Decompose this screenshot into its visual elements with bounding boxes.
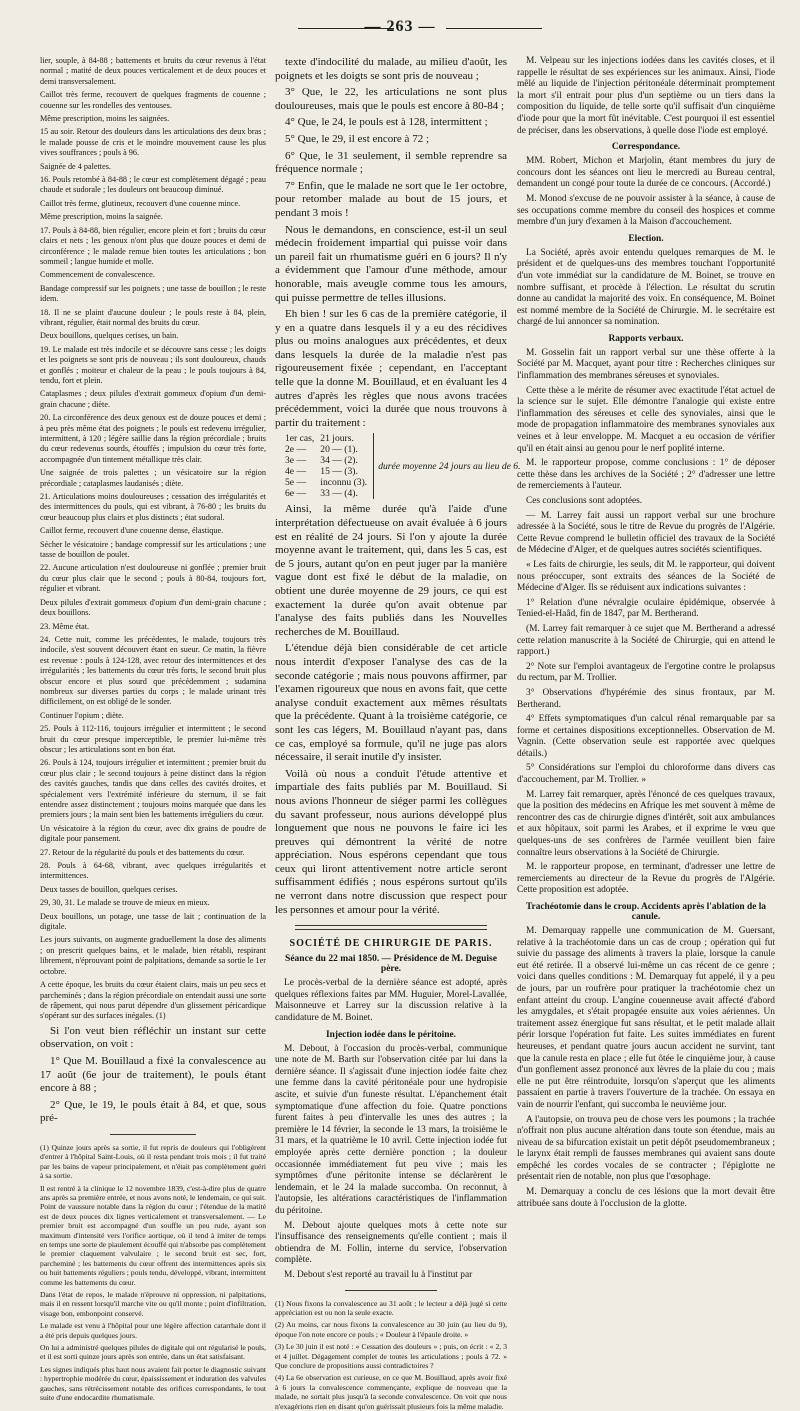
case-duration: 20 — (1). <box>320 444 358 456</box>
paragraph: M. Monod s'excuse de ne pouvoir assister à la séance, à cause de ses occupations comme membre du conseil des hospices et comme membre d'un jury d'examen à la Maison d'accouchement. <box>517 193 775 228</box>
paragraph: M. Debout s'est reporté au travail lu à l'institut par <box>284 1269 473 1280</box>
paragraph: 7° Enfin, que le malade ne sort que le 1er octobre, pour retomber malade au bout de 15 jours, et pendant 3 mois ! <box>275 179 507 219</box>
case-label: 4e — <box>285 466 307 478</box>
table-row <box>285 433 526 444</box>
case-label: 6e — <box>285 488 307 500</box>
paragraph: 17. Pouls à 84-88, bien régulier, encore plein et fort ; bruits du cœur clairs et nets ; les genoux n'ont plus que douze pouces et demi de circonférence ; le malade remue bien toutes les articulations ; bon sommeil ; langue humide et molle. <box>40 225 266 266</box>
paragraph: 2° Que, le 19, le pouls était à 84, et que, sous pré- <box>40 1098 266 1125</box>
analysis-continued <box>275 56 507 430</box>
paragraph: — M. Larrey fait aussi un rapport verbal sur une brochure adressée à la Société, sous le titre de Revue du progrès de l'Algérie. Cette Revue comprend le bulletin officiel des travaux de la Société de Médecine d'Alger, et de quelques autres sociétés scientifiques. <box>517 510 775 556</box>
page-number: — 263 — <box>364 18 436 35</box>
paragraph: (M. Larrey fait remarquer à ce sujet que M. Bertherand a adressé cette relation manuscrite à la Société de Chirurgie, qui en attend le rapport.) <box>517 623 775 658</box>
footnote-rule <box>110 1134 196 1135</box>
paragraph: Deux bouillons, quelques cerises, un bain. <box>40 331 179 341</box>
analysis-conclusion <box>275 503 507 917</box>
paragraph: 27. Retour de la régularité du pouls et des battements du cœur. <box>40 847 245 857</box>
paragraph: texte d'indocilité du malade, au milieu d'août, les poignets et les doigts se sont pris de nouveau ; <box>275 56 507 82</box>
footnotes <box>275 1299 507 1411</box>
page-header <box>40 14 760 44</box>
case-duration: 15 — (3). <box>320 466 358 478</box>
paragraph: 21. Articulations moins douloureuses ; cessation des irrégularités et des intermittences du pouls, qui est vibrant, à 76-80 ; les bruits du cœur beaucoup plus clairs et plus distincts ; état sudoral. <box>40 492 266 522</box>
column-middle <box>275 56 521 1411</box>
election-text <box>517 248 775 329</box>
paragraph: Cette thèse a le mérite de résumer avec exactitude l'état actuel de la science sur le sujet. Elle démontre l'analogie qui existe entre l'inflammation des séreuses et celle des synoviales, ainsi que le mode de propagation inflammatoire des membranes synoviales aux veines et à leur enveloppe. M. Macquet a eu occasion de vérifier qu'il en était ainsi au genou pour le nerf poplité interne. <box>517 385 775 454</box>
paragraph: 28. Pouls à 64-68, vibrant, avec quelques irrégularités et intermittences. <box>40 861 266 881</box>
paragraph: L'étendue déjà bien considérable de cet article nous interdit d'exposer l'analyse des cas de la seconde catégorie ; mais nous pouvons affirmer, par l'examen rigoureux que nous en avons fait, que cette analyse conduit exactement aux mêmes résultats que la précédente. Quant à la troisième catégorie, ce sont les cas légers, M. Bouillaud n'ayant pas, dans ce cas, employé sa formule, qu'il ne juge pas alors nécessaire, il serait inutile d'y insister. <box>275 642 507 764</box>
paragraph: La Société, après avoir entendu quelques remarques de M. le président et de quelques-uns des membres touchant l'opportunité d'un vote immédiat sur la candidature de M. Boinet, se trouve en nombre suffisant, et procède à l'élection. Le résultat du scrutin donne au candidat la majorité des voix. En conséquence, M. Boinet est nommé membre de la Société de Chirurgie. M. le secrétaire est chargé de lui annoncer sa nomination. <box>517 247 775 328</box>
footnote: (2) Au moins, car nous fixons la convalescence au 30 juin (au lieu du 9), époque l'on note encore ce pouls ; « Douleur à l'épaule droite. » <box>275 1320 507 1339</box>
case-label: 2e — <box>285 444 307 456</box>
paragraph: Nous le demandons, en conscience, est-il un seul médecin froidement impartial qui puisse voir dans un pareil fait un rhumatisme guéri en 6 jours? Il n'y a évidemment que l'amour d'une méthode, amour honorable, mais aveugle comme tous les amours, qui puisse permettre de telles illusions. <box>275 223 507 304</box>
average-duration: durée moyenne 24 jours au lieu de 6. <box>374 433 527 499</box>
paragraph: MM. Robert, Michon et Marjolin, étant membres du jury de concours dont les séances ont lieu le mercredi au Bureau central, demandent un congé pour toute la durée de ce concours. (Accordé.) <box>517 156 775 190</box>
paragraph: 18. Il ne se plaint d'aucune douleur ; le pouls reste à 84, plein, vibrant, régulier, était normal des bruits du cœur. <box>40 307 266 327</box>
section-title-injection: Injection iodée dans le péritoine. <box>326 1029 456 1040</box>
paragraph: M. le rapporteur propose, en terminant, d'adresser une lettre de remerciements au directeur de la Revue du progrès de l'Algérie. Cette proposition est adoptée. <box>517 862 775 896</box>
paragraph: Continuer l'opium ; diète. <box>40 710 124 720</box>
paragraph: 15 au soir. Retour des douleurs dans les articulations des deux bras ; le malade pousse de cris et le moindre mouvement cause les plus vives souffrances ; pouls à 96. <box>40 127 266 158</box>
paragraph: Une saignée de trois palettes ; un vésicatoire sur la région précordiale ; cataplasmes laudanisés ; diète. <box>40 468 266 488</box>
footnote: Le malade est venu à l'hôpital pour une légère affection catarrhale dont il a été pris depuis quelques jours. <box>40 1321 266 1340</box>
paragraph: Ainsi, la même durée qu'à l'aide d'une interprétation défectueuse on avait évaluée à 6 jours est en réalité de 24 jours. Si l'on y ajoute la durée moyenne avant le traitement, qui, dans les 5 cas, est de 5 jours, autant qu'on en peut juger par la manière vague dont est fixé le début de la maladie, on obtient une durée moyenne de 29 jours, ce qui est exactement la durée qu'on avait obtenue par l'analyse des faits publiés dans les Nouvelles recherches de M. Bouillaud. <box>275 503 507 638</box>
session-intro: Le procès-verbal de la dernière séance est adopté, après quelques réflexions faites par MM. Huguier, Morel-Lavallée, Maisonneuve et Larrey sur la discussion relative à la candidature de M. Boinet. <box>275 978 507 1024</box>
paragraph: Caillot très ferme, glutineux, recouvert d'une couenne mince. <box>40 198 241 208</box>
paragraph: M. le rapporteur propose, comme conclusions : 1° de déposer cette thèse dans les archives de la Société ; 2° d'adresser une lettre de remerciements à l'auteur. <box>517 458 775 492</box>
paragraph: 25. Pouls à 112-116, toujours irrégulier et intermittent ; le second bruit du cœur presque imperceptible, le premier lui-même très obscur ; les articulations sont en bon état. <box>40 724 266 754</box>
case-duration: 33 — (4). <box>320 488 358 500</box>
footnote: On lui a administré quelques pilules de digitale qui ont régularisé le pouls, et il est sorti quinze jours après son entrée, dans un état satisfaisant. <box>40 1343 266 1362</box>
paragraph: 5° Que, le 29, il est encore à 72 ; <box>285 132 429 145</box>
footnote-rule <box>345 1290 437 1291</box>
footnote: (1) Quinze jours après sa sortie, il fut repris de douleurs qui l'obligèrent d'entrer à l'hôpital Saint-Louis, où il resta pendant trois mois ; il fut traité par les bains de vapeur principalement, et n'était pas complètement guéri à sa sortie. <box>40 1142 266 1181</box>
correspondance-text <box>517 156 775 229</box>
paragraph: 4° Que, le 24, le pouls est à 128, intermittent ; <box>285 116 488 129</box>
section-divider <box>295 925 487 930</box>
paragraph: 6° Que, le 31 seulement, il semble reprendre sa fréquence normale ; <box>275 149 507 176</box>
footnote: (1) Nous fixons la convalescence au 31 août ; le lecteur a déjà jugé si cette appréciation est ou non la seule exacte. <box>275 1298 507 1317</box>
footnote: (4) La 6e observation est curieuse, en ce que M. Bouillaud, après avoir fixé à 6 jours la convalescence commençante, explique de nouveau que la malade, ne sortait plus jusqu'à la seconde convalescence. On voit que nous n'exagérions rien en disant qu'on guérissait plusieurs fois la même maladie. <box>275 1373 507 1411</box>
paragraph: 16. Pouls retombé à 84-88 ; le cœur est complètement dégagé ; peau chaude et sudorale ; les douleurs ont beaucoup diminué. <box>40 175 266 195</box>
session-line: Séance du 22 mai 1850. — Présidence de M. Deguise père. <box>285 954 497 975</box>
velpeau-text <box>517 56 775 137</box>
paragraph: Même prescription, moins la saignée. <box>40 212 163 222</box>
section-title-correspondance: Correspondance. <box>611 142 681 153</box>
column-right <box>517 56 775 1209</box>
footnote: Il est rentré à la clinique le 12 novembre 1839, c'est-à-dire plus de quatre ans après sa première entrée, et nous avons noté, le lendemain, ce qui suit. Point de vaussure notable dans la région du cœur ; l'étendue de la matité est de deux pouces dix lignes verticalement et transversalement. — Le premier bruit est accompagné d'un souffle un peu rude, ayant son maximum d'intensité vers l'orifice aortique, où il tend à imiter de temps en temps une sorte de piaulement écouffé qui n'absorbe pas complètement le premier claquement valvulaire ; le second bruit est sec, fort, parcheminé ; les battements du cœur offrent des intermittences après six ou huit battements réguliers ; pouls tendu, développé, vibrant, intermittent comme les battements du cœur. <box>40 1183 266 1287</box>
case-duration: 21 jours. <box>320 433 354 445</box>
case-duration: 34 — (2). <box>320 455 358 467</box>
paragraph: Cataplasmes ; deux pilules d'extrait gommeux d'opium d'un demi-grain chacune ; diète. <box>40 389 266 409</box>
case-duration: inconnu (3). <box>320 477 368 489</box>
rapports-text <box>517 348 775 897</box>
paragraph: M. Demarquay rappelle une communication de M. Guersant, relative à la trachéotomie dans un cas de croup ; opération qui fut suivie du passage des aliments à travers la plaie, lorsque la canule eut été retirée. Il a observé lui-même un cas récent de ce genre ; voici dans quelles conditions : M. Demarquay fut appelé, il y a peu de jours, par un roufrère pour pratiquer la trachéotomie chez un enfant atteint du croup. L'angine couenneuse avait affecté d'abord les amygdales, et s'était propagée ensuite aux voies aériennes. Un traitement assez énergique fut sans résultat, et le petit malade allait périr lorsque l'opération fut faite. Les suites immédiates en furent heureuses, et pendant quatre jours aucun accident ne survint, tant que la canule resta en place ; elle fut ôtée le cinquième jour, à cause d'un gonflement assez prononcé aux lèvres de la plaie du cou ; mais elle ne put être réintroduite, lorsqu'on s'aperçut que les aliments passaient en partie à travers l'ouverture de la trachée. On essaya en vain de nourrir l'enfant, qui succomba le neuvième jour. <box>517 926 775 1110</box>
header-rule-right <box>446 28 542 29</box>
observation-text <box>40 56 266 1022</box>
footnote: Les signes indiqués plus haut nous avaient fait porter le diagnostic suivant : hypertrophie modérée du cœur, épaississement et induration des valvules gauches, sans rétrécissement notable des orifices correspondants, le tout suite d'une endocardite rhumatismale. <box>40 1364 266 1403</box>
paragraph: Même prescription, moins les saignées. <box>40 114 170 124</box>
footnote: (3) Le 30 juin il est noté : « Cessation des douleurs » ; puis, on écrit : « 2, 3 et 4 juillet. Dégagement complet de toutes les articulations ; pouls à 72. » Que conclure de propositions aussi contradictoires ? <box>275 1342 507 1370</box>
paragraph: 5° Considérations sur l'emploi du chloroforme dans divers cas d'accouchement, par M. Trollier. » <box>517 763 775 786</box>
case-label: 5e — <box>285 477 307 489</box>
section-title-election: Election. <box>628 233 664 244</box>
paragraph: 23. Même état. <box>40 621 90 631</box>
paragraph: M. Gosselin fait un rapport verbal sur une thèse offerte à la Société par M. Macquet, ayant pour titre : Recherches cliniques sur l'inflammation des membranes séreuses et synoviales. <box>517 347 775 382</box>
paragraph: A cette époque, les bruits du cœur étaient clairs, mais un peu secs et parcheminés ; dans la région précordiale on entendait aussi une sorte de râpement, qui nous parut dépendre d'un glissement péricardique s'opérant sur des surfaces inégales. (1) <box>40 980 266 1021</box>
paragraph: 2° Note sur l'emploi avantageux de l'ergotine contre le prolapsus du rectum, par M. Trollier. <box>517 661 775 684</box>
paragraph: 19. Le malade est très indocile et se découvre sans cesse ; les doigts et les poignets se sont pris de nouveau ; ils sont douloureux, chauds et gonflés ; moiteur et chaleur de la peau ; le pouls toujours à 84, tendu, fort et plein. <box>40 344 266 385</box>
paragraph: 20. La circonférence des deux genoux est de douze pouces et demi ; à peu près même état des poignets ; le pouls est redevenu irrégulier, intermittent, à 120 ; légère saillie dans la région précordiale ; bruits du cœur redevenus sourds, étouffés ; impulsion du cœur très forte, accompagnée d'un tintement métallique très clair. <box>40 413 266 464</box>
paragraph: A l'autopsie, on trouva peu de chose vers les poumons ; la trachée n'offrait non plus aucune altération dans toute son étendue, mais au niveau de sa bifurcation existait un petit dépôt pseudomembraneux ; le larynx était rempli de fausses membranes qui avaient sans doute empêché les cordes vocales de se contracter ; l'épiglotte ne présentait rien de notable, non plus que l'œsophage. <box>517 1114 775 1183</box>
paragraph: 3° Que, le 22, les articulations ne sont plus douloureuses, mais que le pouls est encore à 80-84 ; <box>275 86 507 112</box>
case-label: 3e — <box>285 455 307 467</box>
paragraph: M. Velpeau sur les injections iodées dans les cavités closes, et il rappelle le résultat de ses expériences sur les animaux. Ainsi, l'iode mêlé au liquide de l'injection péritonéale déterminait promptement la mort s'il entrait pour plus d'un septième ou un tiers dans la composition du liquide, de telle sorte qu'il suffisait d'un cinquième d'iode pour que la mort fût inévitable. C'est pourquoi il est essentiel de préciser, dans les observations, à quelle dose l'iode est employé. <box>517 56 775 136</box>
paragraph: 29, 30, 31. Le malade se trouve de mieux en mieux. <box>40 898 210 908</box>
paragraph: Caillot très ferme, recouvert de quelques fragments de couenne ; couenne sur les rondelles des ventouses. <box>40 90 266 110</box>
paragraph: Sécher le vésicatoire ; bandage compressif sur les articulations ; une tasse de bouillon de poulet. <box>40 539 266 560</box>
paragraph: Deux bouillons, un potage, une tasse de lait ; continuation de la digitale. <box>40 911 266 932</box>
paragraph: Ces conclusions sont adoptées. <box>526 496 643 506</box>
paragraph: 1° Que M. Bouillaud a fixé la convalescence au 17 août (6e jour de traitement), le pouls étant encore à 88 ; <box>40 1054 266 1095</box>
column-left <box>40 56 266 1403</box>
paragraph: Les jours suivants, on augmente graduellement la dose des aliments ; on prescrit quelques bains, et le malade, bien rétabli, respirant librement, n'éprouvant point de palpitations, demande sa sortie le 1er octobre. <box>40 935 266 976</box>
duration-table <box>285 433 526 499</box>
paragraph: 26. Pouls à 124, toujours irrégulier et intermittent ; premier bruit du cœur plus clair ; le second toujours à peine distinct dans la région des cavités gauches, tandis que dans celles des cavités droites, et spécialement vers l'extrémité inférieure du sternum, il se fait entendre assez distinctement ; toujours moins marquée que dans les premiers jours ; la main sent bien les battements irréguliers du cœur. <box>40 758 266 820</box>
paragraph: Deux tasses de bouillon, quelques cerises. <box>40 884 178 894</box>
paragraph: 22. Aucune articulation n'est douloureuse ni gonflée ; premier bruit du cœur plus clair que le second ; pouls à 80-84, toujours fort, régulier et vibrant. <box>40 563 266 594</box>
section-title-rapports: Rapports verbaux. <box>608 333 684 344</box>
paragraph: 24. Cette nuit, comme les précédentes, le malade, toujours très indocile, s'est souvent découvert étant en sueur. Ce matin, la fièvre est revenue : pouls à 124-128, avec retour des intermittences et des irrégularités ; les battements du cœur très forts, le second bruit plus obscur encore et plus sourd que précédemment ; sudamina nombreux sur diverses parties du corps ; le malade urinant très difficilement, on est obligé de le sonder. <box>40 634 266 707</box>
section-title-tracheotomie: Trachéotomie dans le croup. Accidents après l'ablation de la canule. <box>525 902 766 922</box>
paragraph: M. Demarquay a conclu de ces lésions que la mort devait être attribuée sans doute à l'occlusion de la glotte. <box>517 1187 775 1209</box>
paragraph: Eh bien ! sur les 6 cas de la première catégorie, il y en a quatre dans lesquels il y a eu des récidives plus ou moins analogues aux précédentes, et deux dans lesquels la durée de la maladie n'est pas rigoureusement fixée ; cependant, en l'acceptant telle que la donne M. Bouillaud, et en évaluant les 4 autres d'après les règles que nous avons tracées précédemment, voici la durée que nous trouvons à partir du traitement : <box>275 308 507 429</box>
paragraph: Commencement de convalescence. <box>40 270 155 280</box>
case-label: 1er cas, <box>285 433 315 445</box>
paragraph: lier, souple, à 84-88 ; battements et bruits du cœur revenus à l'état normal ; matité de deux pouces verticalement et de deux pouces et demi transversalement. <box>40 56 266 86</box>
paragraph: Un vésicatoire à la région du cœur, avec dix grains de poudre de digitale pour pansement. <box>40 823 266 844</box>
paragraph: 1° Relation d'une névralgie oculaire épidémique, observée à Tenied-el-Haâd, fin de 1847, par M. Bertherand. <box>517 597 775 620</box>
footnotes <box>40 1143 266 1403</box>
section-injection-text <box>275 1044 507 1282</box>
society-title: SOCIÉTÉ DE CHIRURGIE DE PARIS. <box>289 938 493 950</box>
paragraph: Bandage compressif sur les poignets ; une tasse de bouillon ; le reste idem. <box>40 283 266 304</box>
paragraph: M. Debout, à l'occasion du procès-verbal, communique une note de M. Barth sur l'observation citée par lui dans la dernière séance. Il s'agissait d'une injection iodée faite chez une femme dans la cavité péritonéale pour une hydropisie ascite, et suivie d'un funeste résultat. L'épanchement était symptomatique d'une affection du foie. Quatre ponctions furent faites à peu d'intervalle les unes des autres ; la première le 14 février, la seconde le 13 mars, la troisième le 31 mars, et la quatrième le 10 avril. Cette injection iodée fut employée après cette dernière ponction ; la douleur occasionnée immédiatement fut peu vive ; mais les symptômes d'une péritonite intense se déclarèrent le lendemain, et le 24 la malade succomba. On reconnut, à l'autopsie, les altérations caractéristiques de l'inflammation du péritoine. <box>275 1043 507 1216</box>
paragraph: M. Larrey fait remarquer, après l'énoncé de ces quelques travaux, que la position des médecins en Afrique les met souvent à même de rencontrer des cas de chirurgie dignes d'intérêt, soit aux ambulances et aux hôpitaux, soit parmi les Arabes, et il exprime le vœu que quelques-uns de ses confrères de l'armée veuillent bien faire connaître leurs observations à la Société de Chirurgie. <box>517 789 775 858</box>
paragraph: 3° Observations d'hypérémie des sinus frontaux, par M. Bertherand. <box>517 687 775 710</box>
paragraph: Caillot ferme, recouvert d'une couenne dense, élastique. <box>40 526 224 536</box>
paragraph: Voilà où nous a conduit l'étude attentive et impartiale des faits publiés par M. Bouillaud. Si nous avions l'honneur de siéger parmi les collègues du savant professeur, nous aurions développé plus longuement que nous ne pouvons le faire ici les preuves qui démontrent la vérité de notre appréciation. Nous espérons cependant que tous ceux qui liront attentivement notre article seront suffisamment édifiés ; nous espérons surtout qu'ils ne verront dans notre discussion que respect pour les personnes et amour pour la vérité. <box>275 767 507 916</box>
paragraph: Deux pilules d'extrait gommeux d'opium d'un demi-grain chacune ; deux bouillons. <box>40 597 266 618</box>
paragraph: « Les faits de chirurgie, les seuls, dit M. le rapporteur, qui doivent nous préoccuper, sont extraits des séances de la Société de Médecine d'Alger. Ils se réduisent aux indications suivantes : <box>517 559 775 594</box>
analysis-text <box>40 1025 266 1126</box>
tracheotomie-text <box>517 926 775 1210</box>
paragraph: Saignée de 4 palettes. <box>40 161 111 171</box>
paragraph: M. Debout ajoute quelques mots à cette note sur l'insuffisance des renseignements qu'elle contient ; mais il obtiendra de M. Follin, interne du service, l'observation complète. <box>275 1220 507 1266</box>
footnote: Dans l'état de repos, le malade n'éprouve ni oppression, ni palpitations, mais il en ressent lorsqu'il marche vite ou qu'il monte ; point d'infiltration, visage bon, embonpoint conservé. <box>40 1289 266 1318</box>
paragraph: 4° Effets symptomatiques d'un calcul rénal remarquable par sa forme et certaines dispositions exceptionnelles. Observation de M. Vagnin. (Cette observation seule est rapportée avec quelques détails.) <box>517 714 775 759</box>
paragraph: Si l'on veut bien réfléchir un instant sur cette observation, on voit : <box>40 1024 266 1051</box>
